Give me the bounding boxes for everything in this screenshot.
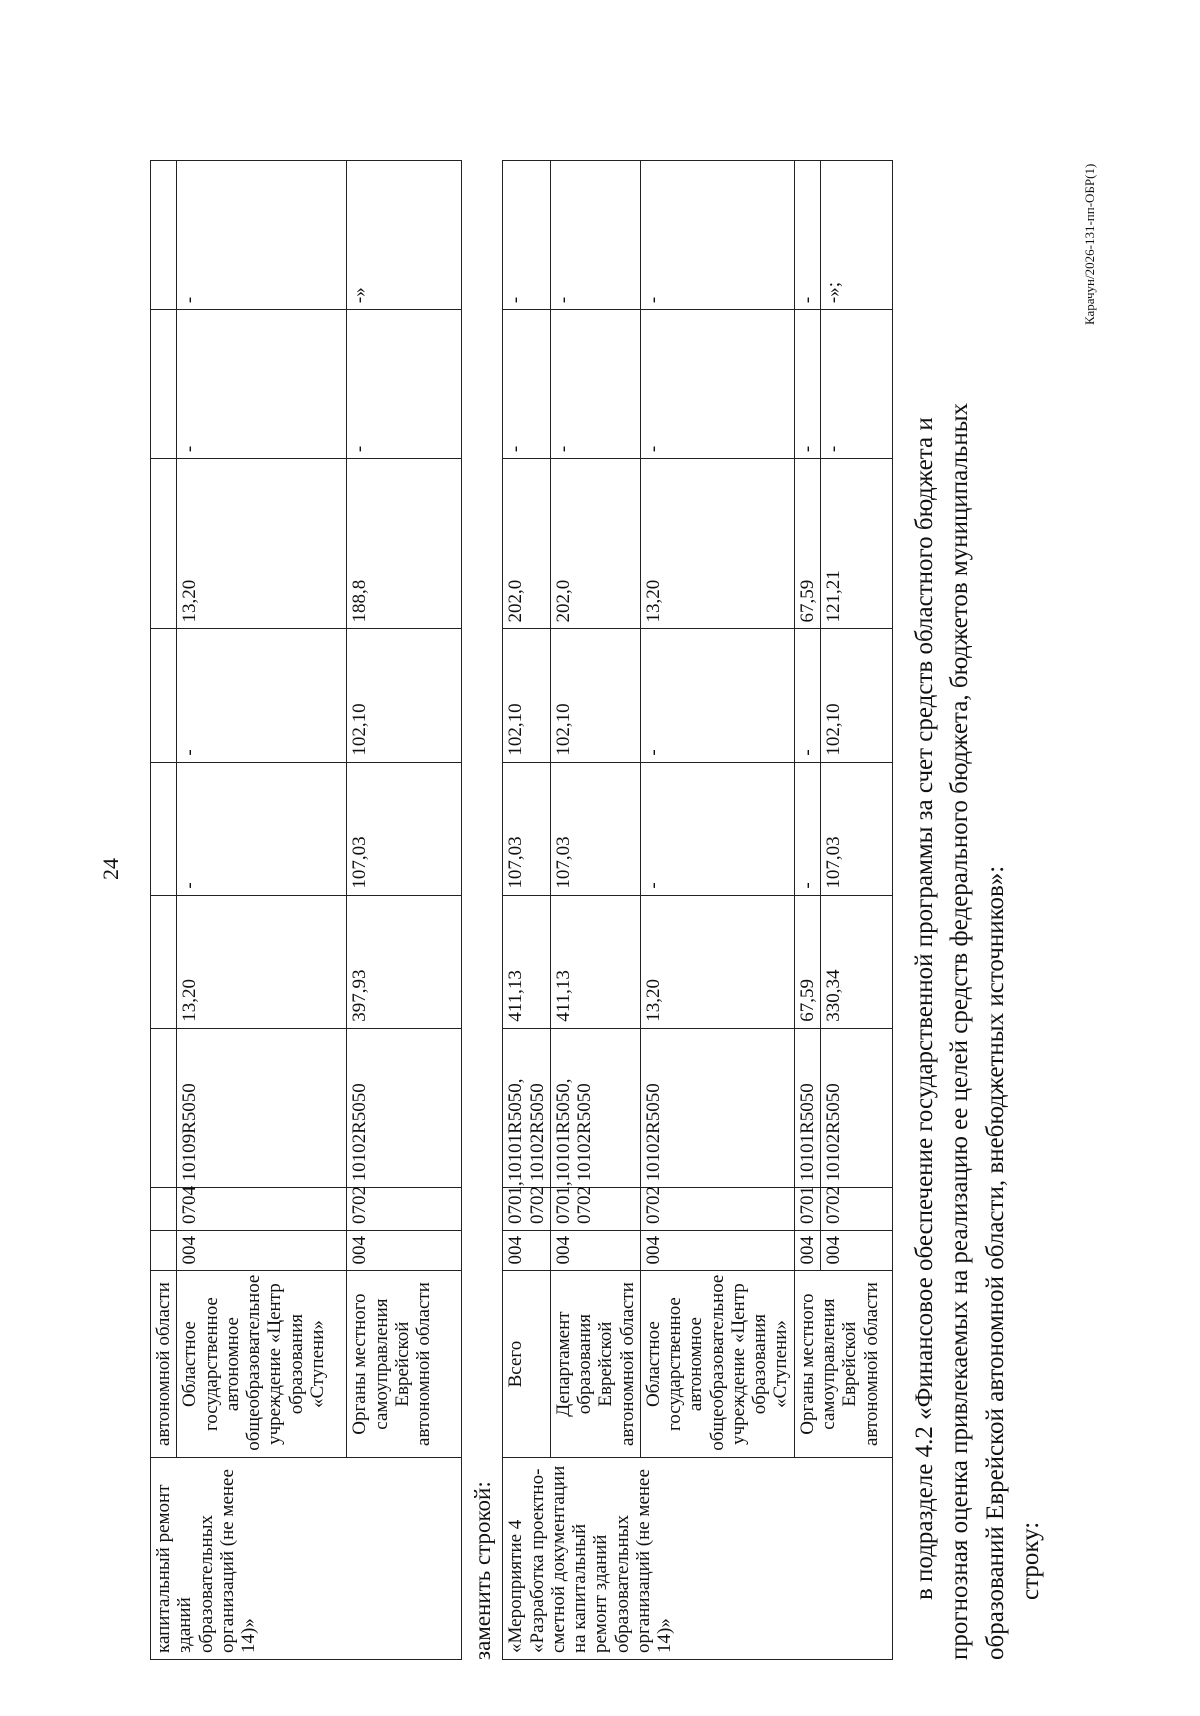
- paragraph-line: строку:: [1017, 1521, 1045, 1600]
- event-name-cell: капитальный ремонт зданий образовательных организаций (не менее 14)»: [151, 1457, 462, 1659]
- replace-label: заменить строкой:: [470, 1481, 496, 1660]
- grbs-cell: 004: [503, 1230, 551, 1270]
- value-cell: -: [347, 310, 462, 459]
- cell: [151, 310, 177, 459]
- target-article-cell: 10102R5050: [347, 1028, 462, 1188]
- executor-cell: автономной области: [151, 1271, 177, 1457]
- table-row: [794, 161, 820, 1660]
- value-cell: 13,20: [177, 459, 347, 629]
- total-cell: 330,34: [820, 895, 892, 1028]
- target-article-cell: 10101R5050, 10102R5050: [503, 1028, 551, 1188]
- value-cell: -: [503, 161, 551, 310]
- value-cell: -: [640, 161, 794, 310]
- page-number: 24: [98, 858, 123, 880]
- value-cell: 102,10: [347, 629, 462, 762]
- total-cell: 13,20: [640, 895, 794, 1028]
- cell: [151, 762, 177, 895]
- value-cell: -: [177, 161, 347, 310]
- executor-cell: Департамент образования Еврейской автономной области: [550, 1271, 640, 1457]
- value-cell: 102,10: [503, 629, 551, 762]
- grbs-cell: 004: [820, 1230, 892, 1270]
- paragraph-line: в подразделе 4.2 «Финансовое обеспечение государственной программы за счет средств областного бюджета и: [910, 417, 938, 1600]
- value-cell: -: [820, 310, 892, 459]
- section-cell: 0701: [794, 1188, 820, 1231]
- value-cell: 202,0: [550, 459, 640, 629]
- value-cell: 121,21: [820, 459, 892, 629]
- target-article-cell: 10102R5050: [640, 1028, 794, 1188]
- value-cell: -: [177, 310, 347, 459]
- cell: [151, 1028, 177, 1188]
- value-cell: -: [177, 629, 347, 762]
- value-cell: -: [794, 161, 820, 310]
- value-cell: 67,59: [794, 459, 820, 629]
- grbs-cell: 004: [177, 1230, 347, 1270]
- value-cell: -»: [347, 161, 462, 310]
- value-cell: 13,20: [640, 459, 794, 629]
- section-cell: 0701, 0702: [550, 1188, 640, 1231]
- table-row: [177, 161, 347, 1660]
- value-cell: -: [177, 762, 347, 895]
- section-cell: 0702: [820, 1188, 892, 1231]
- target-article-cell: 10101R5050: [794, 1028, 820, 1188]
- cell: [151, 459, 177, 629]
- section-cell: 0702: [347, 1188, 462, 1231]
- executor-cell: Всего: [503, 1271, 551, 1457]
- table-row: [503, 161, 551, 1660]
- value-cell: 107,03: [550, 762, 640, 895]
- value-cell: -»;: [820, 161, 892, 310]
- executor-cell: Органы местного самоуправления Еврейской автономной области: [794, 1271, 892, 1457]
- amendment-paragraph: [907, 100, 1049, 1660]
- value-cell: -: [794, 310, 820, 459]
- grbs-cell: 004: [550, 1230, 640, 1270]
- executor-cell: Областное государственное автономное общеобразовательное учреждение «Центр образования «Ступени»: [177, 1271, 347, 1457]
- value-cell: -: [640, 310, 794, 459]
- value-cell: -: [794, 629, 820, 762]
- cell: [151, 629, 177, 762]
- value-cell: -: [794, 762, 820, 895]
- value-cell: 202,0: [503, 459, 551, 629]
- event-name-cell: «Мероприятие 4 «Разработка проектно-сметной документации на капитальный ремонт зданий образовательных организаций (не менее 14)»: [503, 1457, 893, 1659]
- cell: [151, 1230, 177, 1270]
- executor-cell: Областное государственное автономное общеобразовательное учреждение «Центр образования «Ступени»: [640, 1271, 794, 1457]
- total-cell: 397,93: [347, 895, 462, 1028]
- table-replacement-row: [502, 160, 893, 1660]
- section-cell: 0702: [640, 1188, 794, 1231]
- total-cell: 67,59: [794, 895, 820, 1028]
- section-cell: 0704: [177, 1188, 347, 1231]
- value-cell: 107,03: [347, 762, 462, 895]
- grbs-cell: 004: [347, 1230, 462, 1270]
- table-row: [347, 161, 462, 1660]
- target-article-cell: 10102R5050: [820, 1028, 892, 1188]
- paragraph-line: прогнозная оценка привлекаемых на реализацию ее целей средств федерального бюджета, бюджетов муниципальных: [946, 402, 974, 1660]
- target-article-cell: 10109R5050: [177, 1028, 347, 1188]
- document-code: Карачун/2026-131-пп-ОБР(1): [1082, 163, 1097, 325]
- section-cell: 0701, 0702: [503, 1188, 551, 1231]
- value-cell: -: [640, 762, 794, 895]
- table-row: [640, 161, 794, 1660]
- table-row: [550, 161, 640, 1660]
- table-row: [151, 161, 177, 1660]
- grbs-cell: 004: [794, 1230, 820, 1270]
- value-cell: 107,03: [503, 762, 551, 895]
- value-cell: 188,8: [347, 459, 462, 629]
- cell: [151, 161, 177, 310]
- cell: [151, 895, 177, 1028]
- value-cell: 107,03: [820, 762, 892, 895]
- rotated-content: [150, 100, 1049, 1660]
- value-cell: -: [640, 629, 794, 762]
- paragraph-line: образований Еврейской автономной области, внебюджетных источников»:: [981, 865, 1009, 1660]
- grbs-cell: 004: [640, 1230, 794, 1270]
- total-cell: 13,20: [177, 895, 347, 1028]
- value-cell: -: [550, 310, 640, 459]
- total-cell: 411,13: [503, 895, 551, 1028]
- value-cell: 102,10: [550, 629, 640, 762]
- total-cell: 411,13: [550, 895, 640, 1028]
- executor-cell: Органы местного самоуправления Еврейской автономной области: [347, 1271, 462, 1457]
- value-cell: 102,10: [820, 629, 892, 762]
- cell: [151, 1188, 177, 1231]
- target-article-cell: 10101R5050, 10102R5050: [550, 1028, 640, 1188]
- table-original-row: [150, 160, 462, 1660]
- value-cell: -: [503, 310, 551, 459]
- value-cell: -: [550, 161, 640, 310]
